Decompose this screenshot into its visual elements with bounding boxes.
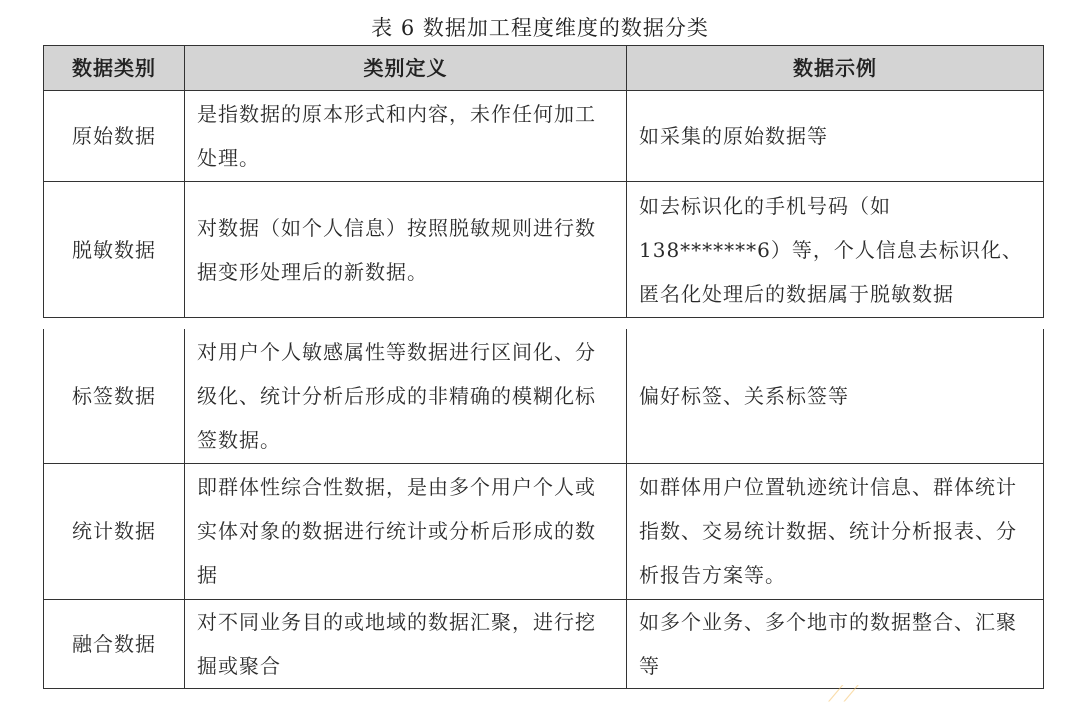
cell-category: 原始数据 [44, 91, 185, 182]
cell-example: 如采集的原始数据等 [627, 91, 1044, 182]
cell-definition: 对用户个人敏感属性等数据进行区间化、分级化、统计分析后形成的非精确的模糊化标签数据。 [185, 329, 627, 463]
table-row [44, 463, 1044, 599]
header-category: 数据类别 [44, 46, 185, 91]
cell-category: 融合数据 [44, 599, 185, 688]
header-example: 数据示例 [627, 46, 1044, 91]
table-row [44, 329, 1044, 463]
table-row [44, 599, 1044, 688]
table-header-row [44, 46, 1044, 91]
data-classification-table-part-2 [43, 329, 1044, 689]
cell-example: 偏好标签、关系标签等 [627, 329, 1044, 463]
cell-definition: 即群体性综合性数据，是由多个用户个人或实体对象的数据进行统计或分析后形成的数据 [185, 463, 627, 599]
cell-definition: 对不同业务目的或地域的数据汇聚，进行挖掘或聚合 [185, 599, 627, 688]
table-row [44, 182, 1044, 318]
cell-category: 标签数据 [44, 329, 185, 463]
cell-category: 脱敏数据 [44, 182, 185, 318]
cell-example: 如去标识化的手机号码（如138*******6）等，个人信息去标识化、匿名化处理后的数据属于脱敏数据 [627, 182, 1044, 318]
data-classification-table-part-1 [43, 45, 1044, 318]
cell-example: 如多个业务、多个地市的数据整合、汇聚等 [627, 599, 1044, 688]
cell-example: 如群体用户位置轨迹统计信息、群体统计指数、交易统计数据、统计分析报表、分析报告方案等。 [627, 463, 1044, 599]
table-row [44, 91, 1044, 182]
cell-category: 统计数据 [44, 463, 185, 599]
header-definition: 类别定义 [185, 46, 627, 91]
table-caption: 表 6 数据加工程度维度的数据分类 [371, 16, 709, 40]
cell-definition: 对数据（如个人信息）按照脱敏规则进行数据变形处理后的新数据。 [185, 182, 627, 318]
watermark-logo-icon: ⟋⟋ [828, 682, 859, 707]
cell-definition: 是指数据的原本形式和内容，未作任何加工处理。 [185, 91, 627, 182]
